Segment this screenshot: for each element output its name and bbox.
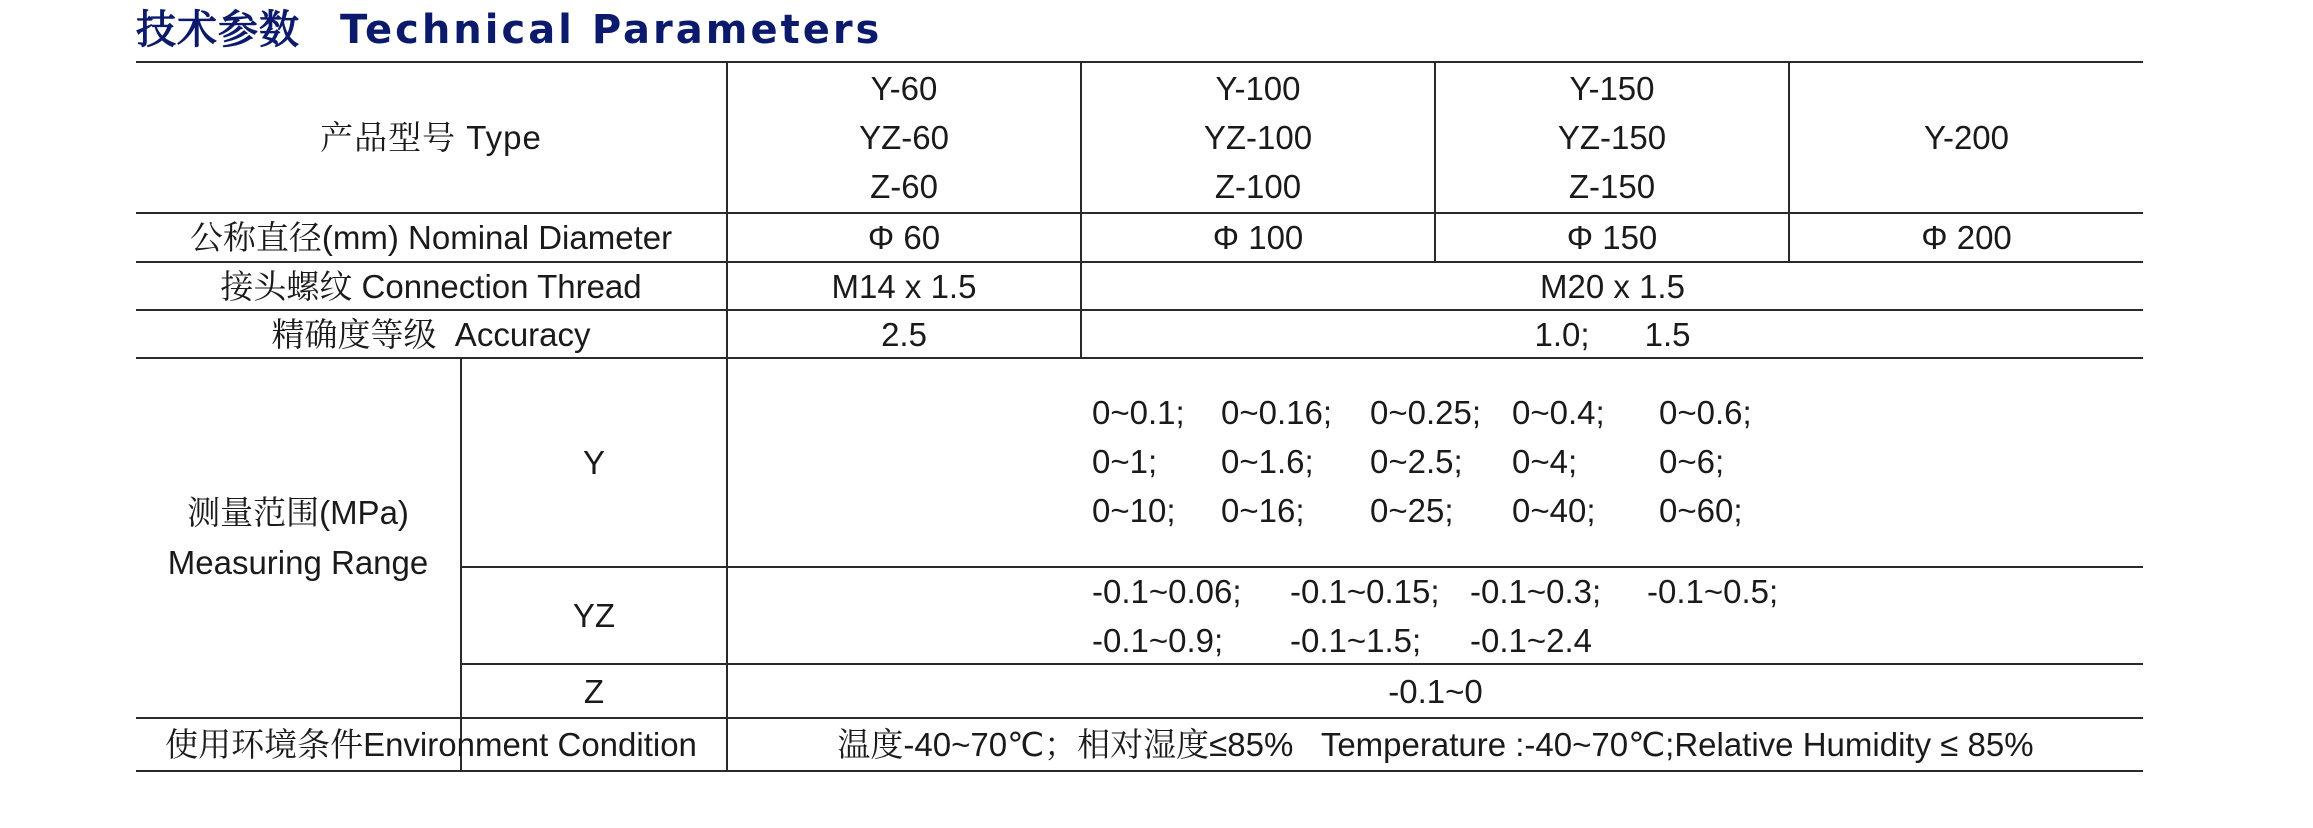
range-z-value-text: -0.1~0 [1388, 672, 1483, 710]
title-cn: 技术参数 [136, 7, 300, 53]
diameter-label [136, 214, 726, 261]
range-yz-label-text: YZ [572, 597, 616, 634]
range-value: 0~1.6; [1221, 443, 1314, 480]
range-label-cn: 测量范围(MPa) [187, 494, 409, 531]
diameter-value [1436, 214, 1788, 261]
table-row [1092, 437, 2132, 486]
type-value: YZ-150 [1557, 119, 1667, 156]
table-row [1092, 567, 2132, 616]
range-value: 0~60; [1659, 492, 1743, 529]
accuracy-value [728, 311, 1080, 357]
diameter-value-text: Φ 60 [867, 219, 941, 256]
type-label-text: 产品型号 Type [320, 119, 542, 156]
thread-label [136, 263, 726, 309]
range-y-values [1092, 388, 2132, 535]
range-value: 0~4; [1512, 443, 1578, 480]
thread-value-text: M20 x 1.5 [1540, 267, 1685, 305]
range-value: 0~0.16; [1221, 394, 1333, 431]
range-value: 0~0.25; [1370, 394, 1482, 431]
thread-value-text: M14 x 1.5 [831, 267, 977, 305]
table-row [1092, 486, 2132, 535]
range-label [136, 359, 460, 717]
diameter-value-text: Φ 100 [1212, 219, 1304, 256]
diameter-value-text: Φ 200 [1921, 219, 2012, 256]
range-z-label-text: Z [583, 672, 605, 710]
accuracy-label-text: 精确度等级 Accuracy [271, 315, 591, 353]
range-value: 0~40; [1512, 492, 1596, 529]
range-value: 0~2.5; [1370, 443, 1463, 480]
diameter-value [1790, 214, 2143, 261]
range-value: -0.1~2.4 [1470, 622, 1593, 659]
type-cell-100 [1082, 63, 1434, 212]
diameter-label-text: 公称直径(mm) Nominal Diameter [189, 219, 673, 256]
diameter-value-text: Φ 150 [1566, 219, 1658, 256]
accuracy-label [136, 311, 726, 357]
type-value: Z-100 [1214, 168, 1302, 205]
environment-label [136, 719, 726, 770]
range-value: 0~6; [1659, 443, 1725, 480]
range-value: -0.1~0.9; [1092, 622, 1224, 659]
type-cell-150 [1436, 63, 1788, 212]
accuracy-value [1082, 311, 2143, 357]
table-border-bottom [136, 770, 2143, 772]
diameter-value [728, 214, 1080, 261]
range-value: 0~0.6; [1659, 394, 1752, 431]
range-yz-values [1092, 567, 2132, 665]
type-value: Z-60 [870, 168, 938, 205]
range-value: 0~1; [1092, 443, 1158, 480]
range-value: -0.1~0.5; [1647, 573, 1779, 610]
type-label [136, 63, 726, 212]
range-label-en: Measuring Range [167, 544, 429, 581]
range-z-label [462, 665, 726, 717]
thread-label-text: 接头螺纹 Connection Thread [220, 267, 642, 305]
range-value: -0.1~0.15; [1290, 573, 1440, 610]
thread-value [728, 263, 1080, 309]
type-value: YZ-100 [1203, 119, 1313, 156]
range-value: 0~25; [1370, 492, 1454, 529]
range-y-label-text: Y [582, 444, 605, 481]
range-value: 0~0.4; [1512, 394, 1605, 431]
type-cell-200 [1790, 63, 2143, 212]
table-row [1092, 616, 2132, 665]
range-value: -0.1~0.3; [1470, 573, 1602, 610]
range-y-label [462, 359, 726, 566]
environment-value-text: 温度-40~70℃；相对湿度≤85% Temperature :-40~70℃;Relative Humidity ≤ 85% [837, 726, 2034, 763]
type-value: YZ-60 [859, 119, 949, 156]
type-value: Y-150 [1569, 70, 1655, 107]
thread-value [1082, 263, 2143, 309]
range-value: 0~10; [1092, 492, 1176, 529]
type-value: Z-150 [1568, 168, 1656, 205]
range-value: -0.1~0.06; [1092, 573, 1242, 610]
table-row [1092, 388, 2132, 437]
type-value: Y-100 [1215, 70, 1301, 107]
type-value: Y-200 [1923, 119, 2010, 156]
range-value: 0~0.1; [1092, 394, 1185, 431]
environment-value [728, 719, 2143, 770]
title-en: Technical Parameters [340, 7, 883, 53]
range-value: -0.1~1.5; [1290, 622, 1422, 659]
range-yz-label [462, 568, 726, 663]
diameter-value [1082, 214, 1434, 261]
accuracy-value-text: 2.5 [881, 315, 927, 353]
environment-label-text: 使用环境条件Environment Condition [165, 726, 697, 763]
accuracy-value-text: 1.0; 1.5 [1534, 315, 1691, 353]
type-cell-60 [728, 63, 1080, 212]
range-z-value [728, 665, 2143, 717]
type-value: Y-60 [870, 70, 938, 107]
range-value: 0~16; [1221, 492, 1305, 529]
